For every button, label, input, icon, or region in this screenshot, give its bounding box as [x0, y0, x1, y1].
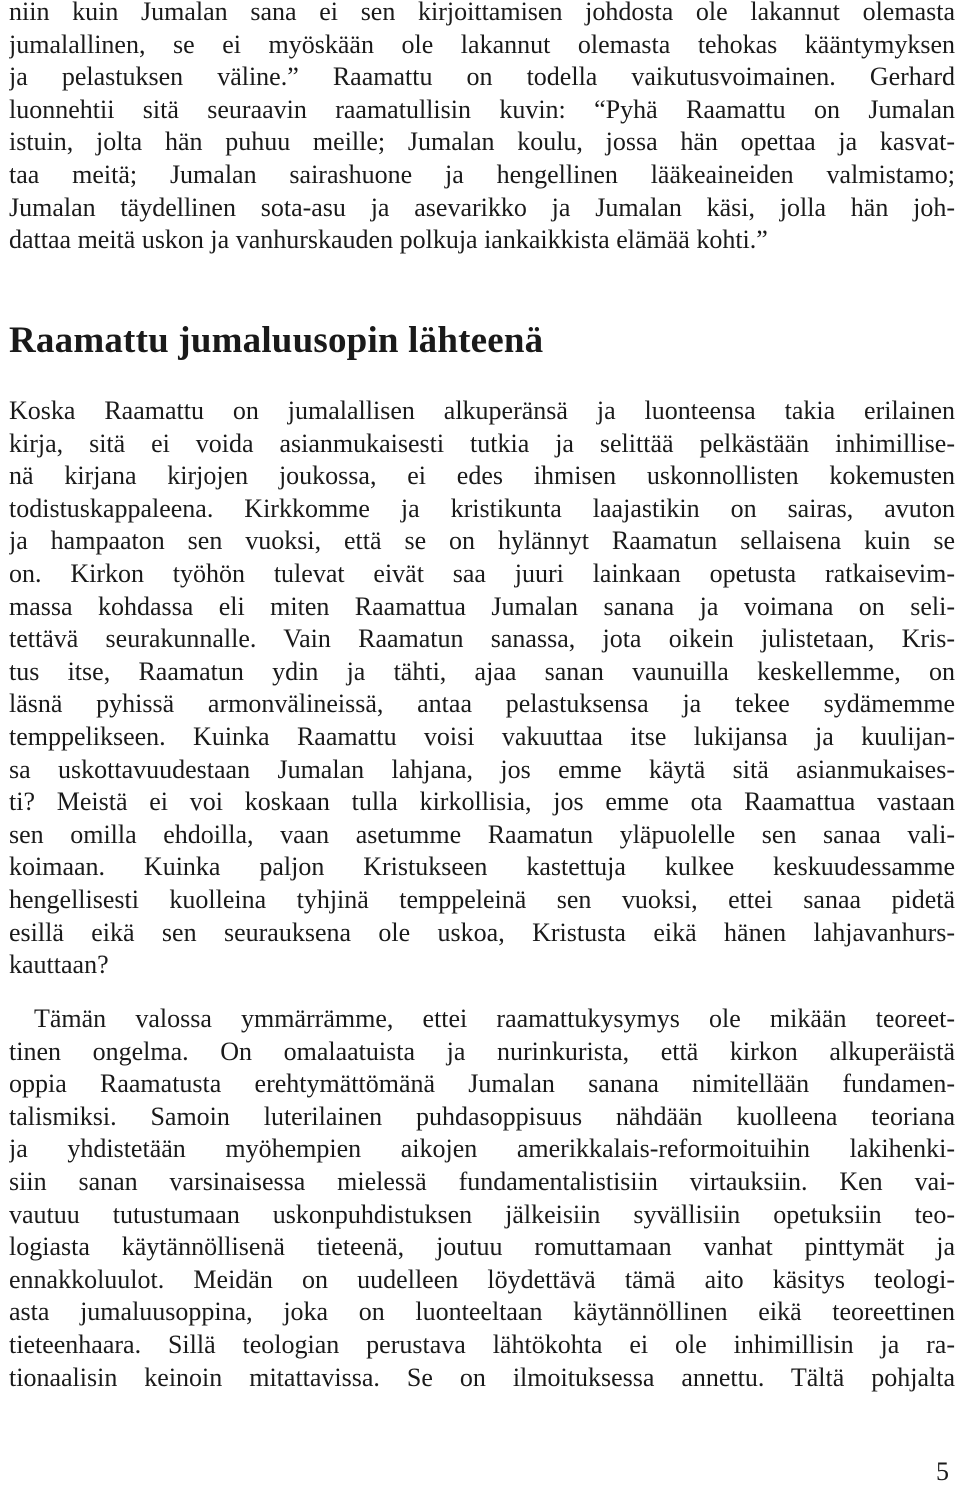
text-line: vautuu tutustumaan uskonpuhdistuksen jälkeisiin syvällisiin opetuksiin teo- [9, 1199, 955, 1229]
text-line: hengellisesti kuolleina tyhjinä temppeleinä sen vuoksi, ettei sanaa pidetä [9, 884, 955, 914]
text-line: massa kohdassa eli miten Raamattua Jumalan sanana ja voimana on seli- [9, 591, 955, 621]
text-line: sen omilla ehdoilla, vaan asetumme Raamatun yläpuolelle sen sanaa vali- [9, 819, 955, 849]
text-line: kirja, sitä ei voida asianmukaisesti tutkia ja selittää pelkästään inhimillise- [9, 428, 955, 458]
text-line: ja pelastuksen väline.” Raamattu on todella vaikutusvoimainen. Gerhard [9, 62, 955, 92]
text-line: Tämän valossa ymmärrämme, ettei raamattukysymys ole mikään teoreet- [34, 1004, 955, 1033]
page-number: 5 [936, 1457, 949, 1486]
text-line: jumalallinen, se ei myöskään ole lakannut olemasta tehokas kääntymyksen [9, 29, 955, 59]
section-heading: Raamattu jumaluusopin lähteenä [9, 320, 544, 361]
text-line: taa meitä; Jumalan sairashuone ja hengellinen lääkeaineiden valmistamo; [9, 159, 955, 189]
text-line: logiasta käytännöllisenä tieteenä, joutuu romuttamaan vanhat pinttymät ja [9, 1232, 955, 1262]
text-line: koimaan. Kuinka paljon Kristukseen kastettuja kulkee keskuudessamme [9, 852, 955, 882]
text-line: todistuskappaleena. Kirkkomme ja kristikunta laajastikin on sairas, avuton [9, 493, 955, 523]
paragraph-body [9, 1003, 955, 1394]
text-line: dattaa meitä uskon ja vanhurskauden polkuja iankaikkista elämää kohti.” [9, 225, 768, 255]
text-line: läsnä pyhissä armonvälineissä, antaa pelastuksensa ja tekee sydämemme [9, 689, 955, 719]
text-line: siin sanan varsinaisessa mielessä fundamentalistisiin virtauksiin. Ken vai- [9, 1166, 955, 1196]
text-line: niin kuin Jumalan sana ei sen kirjoittamisen johdosta ole lakannut olemasta [9, 0, 955, 26]
text-line: tettävä seurakunnalle. Vain Raamatun sanassa, jota oikein julistetaan, Kris- [9, 624, 955, 654]
text-line: ja yhdistetään myöhempien aikojen amerikkalais-reformoituihin lakihenki- [9, 1134, 955, 1164]
text-line: tus itse, Raamatun ydin ja tähti, ajaa sanan vaunuilla keskellemme, on [9, 656, 955, 686]
text-line: ja hampaaton sen vuoksi, että se on hylännyt Raamatun sellaisena kuin se [9, 526, 955, 556]
text-line: tieteenhaara. Sillä teologian perustava lähtökohta ei ole inhimillisin ja ra- [9, 1329, 955, 1359]
text-line: kauttaan? [9, 950, 109, 980]
text-line: nä kirjana kirjojen joukossa, ei edes ihmisen uskonnollisten kokemusten [9, 461, 955, 491]
paragraph-intro [9, 0, 955, 257]
text-line: esillä eikä sen seurauksena ole uskoa, Kristusta eikä hänen lahjavanhurs- [9, 917, 955, 947]
text-line: oppia Raamatusta erehtymättömänä Jumalan sanana nimitellään fundamen- [9, 1069, 955, 1099]
text-line: ennakkoluulot. Meidän on uudelleen löydettävä tämä aito käsitys teologi- [9, 1264, 955, 1294]
text-line: Jumalan täydellinen sota-asu ja asevarikko ja Jumalan käsi, jolla hän joh- [9, 192, 955, 222]
text-line: sa uskottavuudestaan Jumalan lahjana, jos emme käytä sitä asianmukaises- [9, 754, 955, 784]
text-line: istuin, jolta hän puhuu meille; Jumalan koulu, jossa hän opettaa ja kasvat- [9, 127, 955, 157]
text-line: temppelikseen. Kuinka Raamattu voisi vakuuttaa itse lukijansa ja kuulijan- [9, 721, 955, 751]
paragraph-body [9, 395, 955, 982]
text-line: on. Kirkon työhön tulevat eivät saa juuri lainkaan opetusta ratkaisevim- [9, 558, 955, 588]
text-line: Koska Raamattu on jumalallisen alkuperänsä ja luonteensa takia erilainen [9, 396, 955, 425]
text-line: tinen ongelma. On omalaatuista ja nurinkurista, että kirkon alkuperäistä [9, 1036, 955, 1066]
text-line: tionaalisin keinoin mitattavissa. Se on ilmoituksessa annettu. Tältä pohjalta [9, 1362, 955, 1392]
text-line: talismiksi. Samoin luterilainen puhdasoppisuus nähdään kuolleena teoriana [9, 1101, 955, 1131]
text-line: asta jumaluusoppina, joka on luonteeltaan käytännöllinen eikä teoreettinen [9, 1297, 955, 1327]
text-line: luonnehtii sitä seuraavin raamatullisin kuvin: “Pyhä Raamattu on Jumalan [9, 94, 955, 124]
text-line: ti? Meistä ei voi koskaan tulla kirkollisia, jos emme ota Raamattua vastaan [9, 787, 955, 817]
